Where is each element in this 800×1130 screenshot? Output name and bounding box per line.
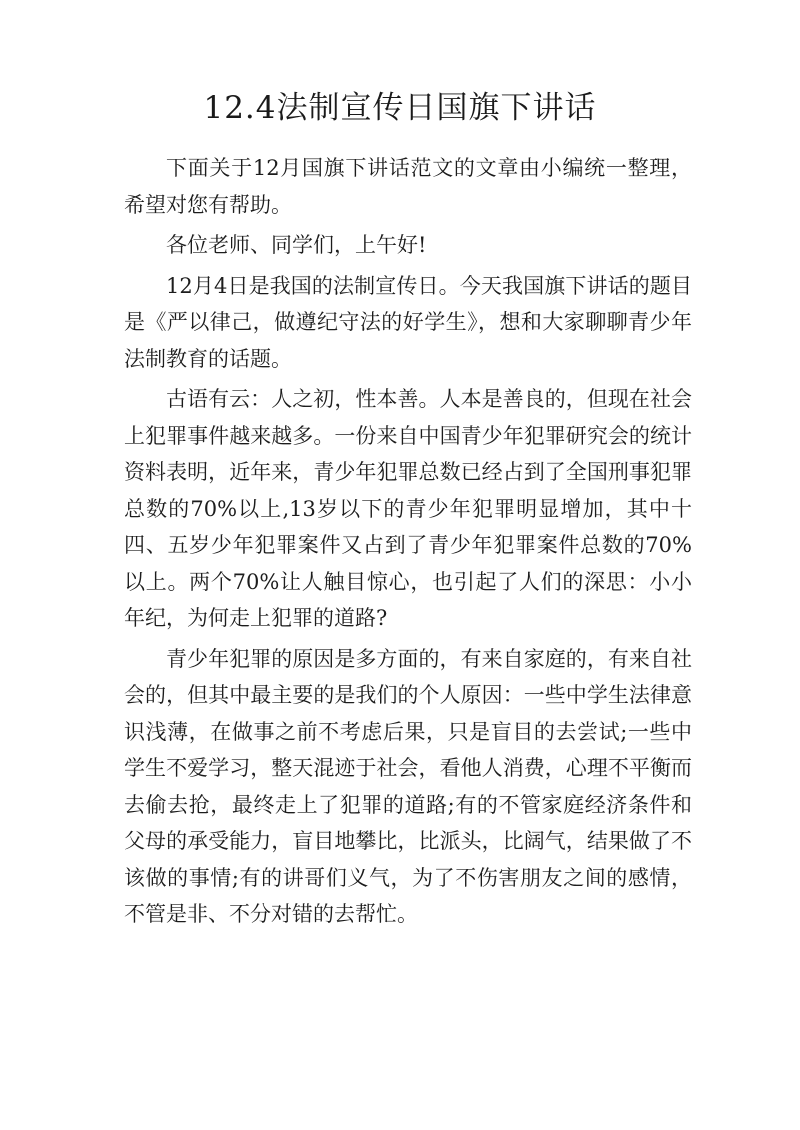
document-title: 12.4法制宣传日国旗下讲话	[203, 90, 597, 126]
document-body	[124, 150, 692, 937]
paragraph-statistics: 古语有云：人之初，性本善。人本是善良的，但现在社会上犯罪事件越来越多。一份来自中国青少年犯罪研究会的统计资料表明，近年来，青少年犯罪总数已经占到了全国刑事犯罪总数的70%以上,13岁以下的青少年犯罪明显增加，其中十四、五岁少年犯罪案件又占到了青少年犯罪案件总数的70%以上。两个70%让人触目惊心，也引起了人们的深思：小小年纪，为何走上犯罪的道路?	[124, 387, 692, 630]
paragraph-causes: 青少年犯罪的原因是多方面的，有来自家庭的，有来自社会的，但其中最主要的是我们的个人原因：一些中学生法律意识浅薄，在做事之前不考虑后果，只是盲目的去尝试;一些中学生不爱学习，整天混迹于社会，看他人消费，心理不平衡而去偷去抢，最终走上了犯罪的道路;有的不管家庭经济条件和父母的承受能力，盲目地攀比，比派头，比阔气，结果做了不该做的事情;有的讲哥们义气，为了不伤害朋友之间的感情，不管是非、不分对错的去帮忙。	[124, 646, 692, 926]
paragraph-greeting: 各位老师、同学们，上午好!	[166, 233, 427, 257]
paragraph-intro: 下面关于12月国旗下讲话范文的文章由小编统一整理，希望对您有帮助。	[124, 156, 692, 217]
paragraph-topic: 12月4日是我国的法制宣传日。今天我国旗下讲话的题目是《严以律己，做遵纪守法的好学生》，想和大家聊聊青少年法制教育的话题。	[124, 273, 692, 371]
